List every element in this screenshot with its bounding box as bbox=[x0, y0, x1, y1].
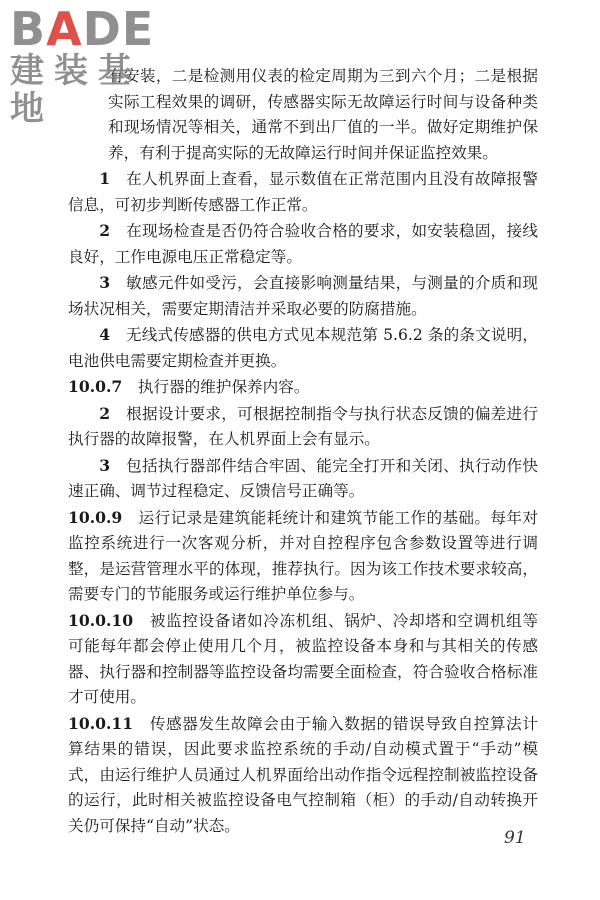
section-10-0-7: 10.0.7 执行器的维护保养内容。 bbox=[68, 377, 310, 396]
bade-logo bbox=[10, 2, 180, 129]
section-10-0-10: 10.0.10 被监控设备诸如冷冻机组、锅炉、冷却塔和空调机组等可能每年都会停止使用几个月，被监控设备本身和与其相关的传感器、执行器和控制器等监控设备均需要全面检查，符合验收合格标准才可使用。 bbox=[68, 610, 538, 706]
logo-wordmark: BADE bbox=[10, 2, 155, 56]
document-body bbox=[68, 64, 538, 839]
paragraph-intro: 有安装，二是检测用仪表的检定周期为三到六个月；二是根据实际工程效果的调研，传感器实际无故障运行时间与设备种类和现场情况等相关，通常不到出厂值的一半。做好定期维护保养，有利于提高实际的无故障运行时间并保证监控效果。 bbox=[108, 67, 538, 162]
list-item: 2 在现场检查是否仍符合验收合格的要求，如安装稳固，接线良好，工作电源电压正常稳定等。 bbox=[68, 221, 538, 266]
logo-subtitle: 建装基地 bbox=[10, 51, 142, 129]
list-item: 3 包括执行器部件结合牢固、能完全打开和关闭、执行动作快速正确、调节过程稳定、反馈信号正确等。 bbox=[68, 455, 538, 500]
section-10-0-9: 10.0.9 运行记录是建筑能耗统计和建筑节能工作的基础。每年对监控系统进行一次客观分析，并对自控程序包含参数设置等进行调整，是运营管理水平的体现，推荐执行。因为该工作技术要求较高，需要专门的节能服务或运行维护单位参与。 bbox=[68, 507, 538, 603]
page-number: 91 bbox=[504, 828, 526, 848]
list-item: 2 根据设计要求，可根据控制指令与执行状态反馈的偏差进行执行器的故障报警，在人机界面上会有显示。 bbox=[68, 403, 538, 448]
list-item: 3 敏感元件如受污，会直接影响测量结果，与测量的介质和现场状况相关，需要定期清洁并采取必要的防腐措施。 bbox=[68, 273, 538, 318]
list-item: 1 在人机界面上查看，显示数值在正常范围内且没有故障报警信息，可初步判断传感器工作正常。 bbox=[68, 169, 538, 214]
section-10-0-11: 10.0.11 传感器发生故障会由于输入数据的错误导致自控算法计算结果的错误，因此要求监控系统的手动/自动模式置于“手动”模式，由运行维护人员通过人机界面给出动作指令远程控制被监控设备的运行，此时相关被监控设备电气控制箱（柜）的手动/自动转换开关仍可保持“自动”状态。 bbox=[68, 713, 538, 835]
list-item: 4 无线式传感器的供电方式见本规范第 5.6.2 条的条文说明，电池供电需要定期检查并更换。 bbox=[68, 325, 538, 370]
